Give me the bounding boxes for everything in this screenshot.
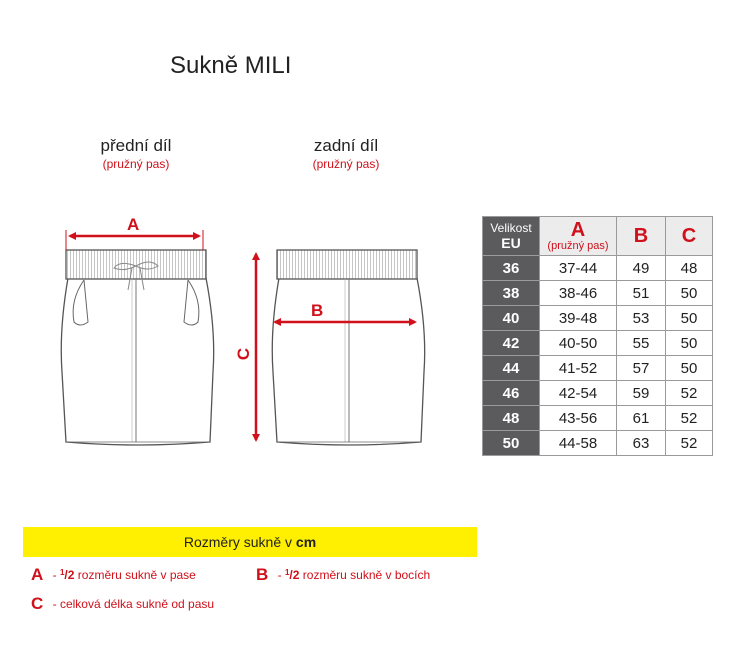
cell-c: 50 bbox=[666, 331, 713, 356]
legend-a-den: 2 bbox=[67, 568, 75, 582]
cell-eu: 48 bbox=[483, 406, 540, 431]
measure-a-arrow bbox=[66, 215, 203, 250]
cell-eu: 46 bbox=[483, 381, 540, 406]
cell-eu: 50 bbox=[483, 431, 540, 456]
legend-b-dash: - bbox=[277, 568, 282, 582]
table-row bbox=[483, 431, 713, 456]
cell-a: 43-56 bbox=[540, 406, 617, 431]
back-skirt bbox=[272, 250, 424, 445]
cell-c: 52 bbox=[666, 431, 713, 456]
table-row bbox=[483, 356, 713, 381]
legend-b-text: rozměru sukně v bocích bbox=[302, 568, 431, 582]
cell-eu: 40 bbox=[483, 306, 540, 331]
cell-b: 55 bbox=[617, 331, 666, 356]
legend-a-fraction: $^1$/2 bbox=[59, 568, 75, 582]
size-table bbox=[482, 216, 713, 456]
back-skirt-body bbox=[272, 278, 424, 445]
legend-c-text: - celková délka sukně od pasu bbox=[52, 597, 215, 611]
table-row bbox=[483, 281, 713, 306]
legend-heading bbox=[23, 527, 477, 557]
front-view-sublabel: (pružný pas) bbox=[102, 157, 170, 171]
legend-b-den: 2 bbox=[292, 568, 300, 582]
legend-b-fraction: $^1$/2 bbox=[284, 568, 300, 582]
legend-a-text: rozměru sukně v pase bbox=[77, 568, 196, 582]
cell-b: 63 bbox=[617, 431, 666, 456]
table-row bbox=[483, 306, 713, 331]
cell-c: 50 bbox=[666, 356, 713, 381]
cell-eu: 42 bbox=[483, 331, 540, 356]
front-waistband bbox=[66, 250, 206, 279]
header-eu-line1: Velikost bbox=[490, 221, 532, 235]
header-a-sublabel: (pružný pas) bbox=[547, 240, 609, 252]
page-title: Sukně MILI bbox=[170, 52, 292, 79]
table-row bbox=[483, 256, 713, 281]
measure-c-label: C bbox=[234, 347, 253, 361]
legend-b bbox=[256, 565, 430, 585]
front-skirt-body bbox=[61, 278, 213, 445]
legend-a bbox=[31, 565, 196, 585]
cell-c: 52 bbox=[666, 381, 713, 406]
cell-b: 57 bbox=[617, 356, 666, 381]
legend-b-letter: B bbox=[256, 565, 269, 584]
legend-a-dash: - bbox=[52, 568, 57, 582]
cell-a: 41-52 bbox=[540, 356, 617, 381]
cell-eu: 44 bbox=[483, 356, 540, 381]
cell-eu: 36 bbox=[483, 256, 540, 281]
legend-a-num: 1 bbox=[59, 568, 65, 577]
size-table-header bbox=[483, 217, 713, 256]
measure-a-label: A bbox=[127, 215, 140, 234]
cell-c: 50 bbox=[666, 281, 713, 306]
skirt-technical-drawing bbox=[0, 0, 480, 470]
cell-c: 48 bbox=[666, 256, 713, 281]
legend-c bbox=[31, 594, 214, 614]
measure-c-arrow bbox=[234, 254, 256, 440]
cell-b: 49 bbox=[617, 256, 666, 281]
table-row bbox=[483, 406, 713, 431]
header-eu-line2: EU bbox=[501, 235, 521, 251]
front-skirt bbox=[61, 250, 213, 445]
cell-b: 59 bbox=[617, 381, 666, 406]
back-view-title: zadní díl bbox=[313, 136, 379, 155]
header-a-letter: A bbox=[570, 219, 586, 241]
legend-a-letter: A bbox=[31, 565, 44, 584]
header-a bbox=[540, 217, 617, 256]
cell-a: 42-54 bbox=[540, 381, 617, 406]
back-view-sublabel: (pružný pas) bbox=[312, 157, 380, 171]
table-row bbox=[483, 381, 713, 406]
back-waistband bbox=[277, 250, 417, 279]
front-view-title: přední díl bbox=[100, 136, 172, 155]
header-b: B bbox=[617, 217, 666, 256]
legend-heading-unit: cm bbox=[295, 534, 317, 550]
cell-c: 52 bbox=[666, 406, 713, 431]
cell-eu: 38 bbox=[483, 281, 540, 306]
cell-c: 50 bbox=[666, 306, 713, 331]
cell-a: 44-58 bbox=[540, 431, 617, 456]
cell-a: 38-46 bbox=[540, 281, 617, 306]
cell-a: 39-48 bbox=[540, 306, 617, 331]
legend-c-letter: C bbox=[31, 594, 44, 613]
header-eu-size bbox=[483, 217, 540, 256]
legend-heading-text: Rozměry sukně v bbox=[183, 534, 293, 550]
header-c: C bbox=[666, 217, 713, 256]
legend-b-num: 1 bbox=[284, 568, 290, 577]
measure-b-label: B bbox=[311, 301, 324, 320]
table-row bbox=[483, 331, 713, 356]
cell-b: 53 bbox=[617, 306, 666, 331]
cell-b: 51 bbox=[617, 281, 666, 306]
cell-a: 37-44 bbox=[540, 256, 617, 281]
cell-a: 40-50 bbox=[540, 331, 617, 356]
cell-b: 61 bbox=[617, 406, 666, 431]
